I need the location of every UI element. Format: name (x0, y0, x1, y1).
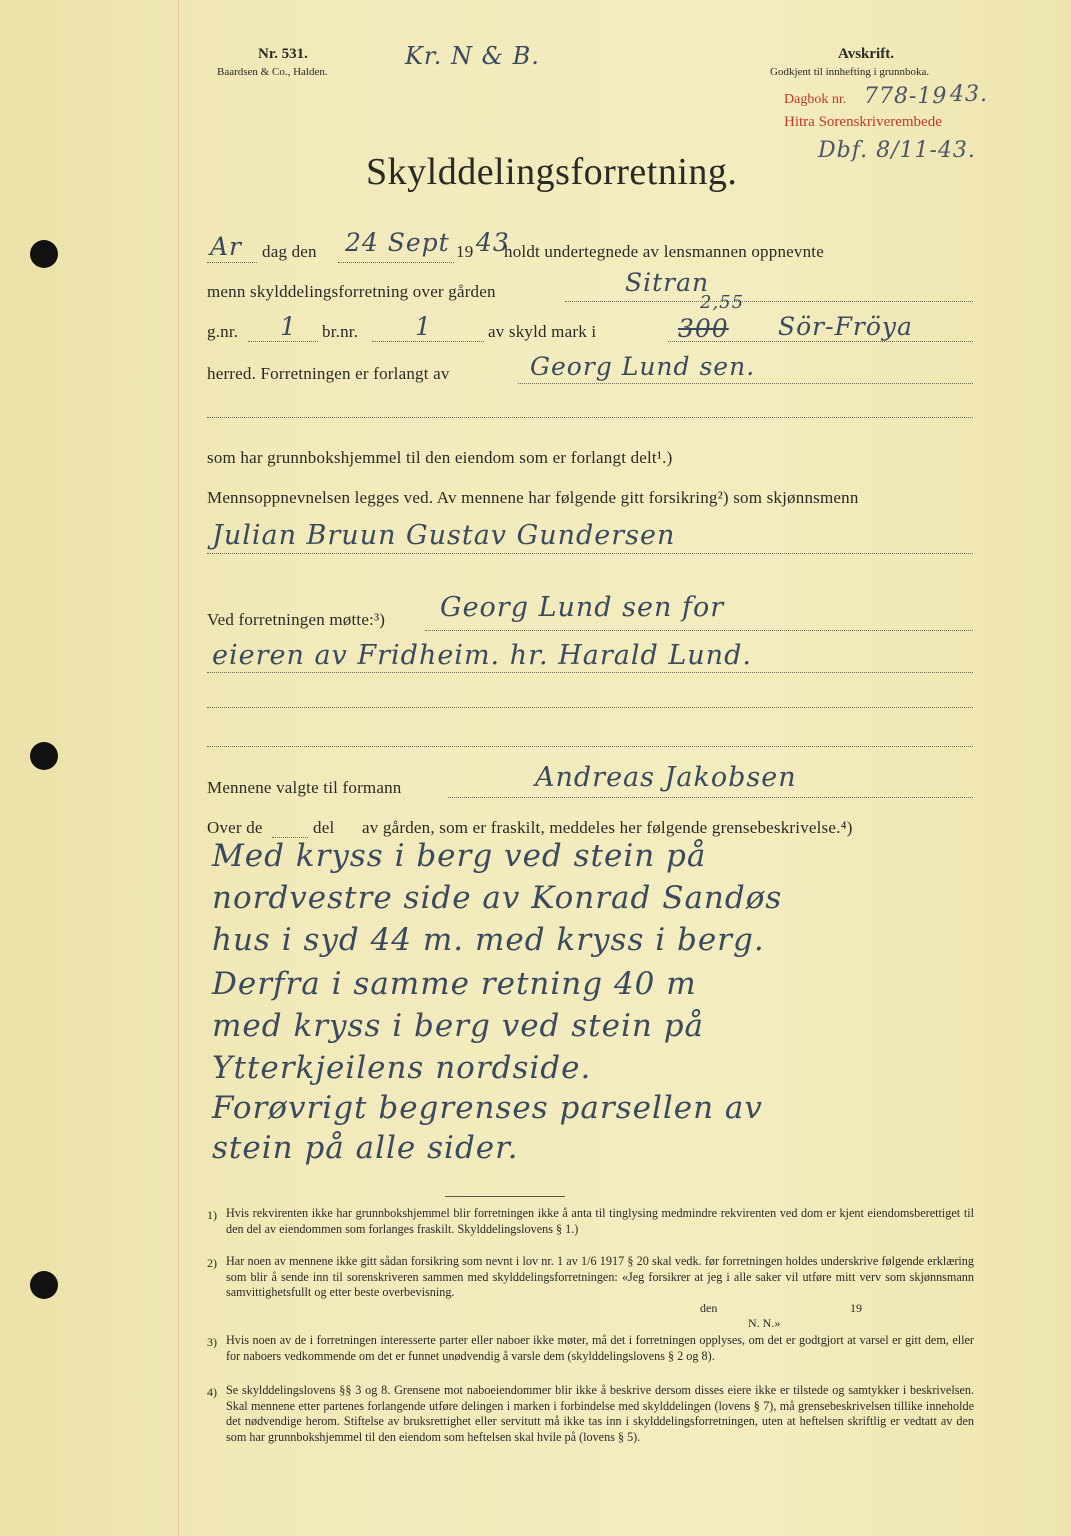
fill-line (448, 797, 973, 798)
description-line: med kryss i berg ved stein på (212, 1008, 705, 1044)
year-handwritten: 43 (476, 228, 510, 257)
farm-name: Sitran (625, 268, 710, 297)
gnr-value: 1 (280, 312, 297, 341)
punch-hole (30, 240, 58, 268)
appraisers-names: Julian Bruun Gustav Gundersen (212, 520, 676, 551)
footnote-text: Har noen av mennene ikke gitt sådan forsikring som nevnt i lov nr. 1 av 1/6 1917 § 20 skal vedk. før forretningen holdes underskrive følgende erklæring som blir å sende inn til sorenskriveren sammen med skylddelingsforretningen: «Jeg forsikrer at jeg i alle saker vil utføre mitt verv som skjønnsmann samvittighetsfullt og etter beste overbevisning. (226, 1254, 974, 1299)
punch-hole (30, 742, 58, 770)
herred-name: Sör-Fröya (778, 312, 913, 341)
fill-line (518, 383, 973, 384)
fill-line (338, 262, 454, 263)
over-de-label: Over de (207, 818, 263, 837)
description-line: Derfra i samme retning 40 m (212, 966, 697, 1002)
fill-line (248, 341, 318, 342)
footnote-number: 3) (207, 1335, 217, 1349)
office-stamp: Hitra Sorenskriverembede (784, 114, 942, 130)
line4-text: herred. Forretningen er forlangt av (207, 364, 450, 383)
footnote-year: 19 (850, 1301, 862, 1315)
footnote-text: Hvis noen av de i forretningen interesserte parter eller naboer ikke møter, må det i forretningen opplyses, om det er godtgjort at varsel er gitt dem, eller for naboers vedkommende om det er funnet unødvendig å varsle dem (skylddelingslovens § 2 og 8). (226, 1333, 974, 1363)
dbf-note: Dbf. 8/11-43. (818, 138, 976, 163)
fill-line (565, 301, 973, 302)
bnr-label: br.nr. (322, 322, 359, 341)
footnote-den: den (700, 1301, 718, 1315)
footnote-number: 1) (207, 1208, 217, 1222)
form-number: Nr. 531. (258, 46, 308, 62)
date-handwritten: 24 Sept (345, 228, 450, 257)
skyld-label: av skyld mark i (488, 322, 597, 341)
del-label: del (313, 818, 335, 837)
footnote-separator (445, 1196, 565, 1197)
footnote-signature: N. N.» (748, 1316, 781, 1330)
chairman-name: Andreas Jakobsen (535, 762, 797, 793)
fill-line (207, 262, 257, 263)
printer-name: Baardsen & Co., Halden. (217, 66, 328, 78)
line1-text: holdt undertegnede av lensmannen oppnevnte (504, 242, 824, 261)
fill-line (668, 341, 973, 342)
fill-line (207, 553, 973, 554)
description-line: nordvestre side av Konrad Sandøs (212, 880, 783, 916)
margin-note: Kr. N & B. (405, 42, 540, 70)
footnote-text: Se skylddelingslovens §§ 3 og 8. Grensene mot naboeiendommer blir ikke å beskrive dersom disses eiere ikke er tilstede og samtykker i beskrivelsen. Skal mennene etter partenes forlangende utføre delingen i marken i forbindelse med skylddelingen (lovens § 7), må grensebeskrivelsen tillike inneholde det nødvendige herom. Stiftelse av bruksrettighet eller servitutt må ikke tas inn i skylddelingsforretningen, uten at heftelsen skriftlig er vedtatt av den som har grunnbokshjemmel til den eiendom som heftelsen skal hvile på (lovens § 5). (226, 1383, 974, 1444)
document-title: Skylddelingsforretning. (366, 151, 738, 193)
fill-line (207, 746, 973, 747)
bnr-value: 1 (415, 312, 432, 341)
footnote-number: 4) (207, 1385, 217, 1399)
line10-text: av gården, som er fraskilt, meddeles her følgende grensebeskrivelse.⁴) (362, 818, 853, 837)
fill-line (425, 630, 973, 631)
description-line: hus i syd 44 m. med kryss i berg. (212, 922, 765, 958)
dagbok-number: 778-19 (864, 84, 948, 109)
description-line: Ytterkjeilens nordside. (212, 1050, 592, 1086)
chairman-label: Mennene valgte til formann (207, 778, 402, 797)
dag-den-label: dag den (262, 242, 317, 261)
footnote-number: 2) (207, 1256, 217, 1270)
attendees-label: Ved forretningen møtte:³) (207, 610, 386, 629)
fill-line (207, 707, 973, 708)
year-prefix: 19 (456, 242, 474, 261)
old-skyld-value: 300 (678, 314, 729, 343)
prefix-handwritten: Ar (210, 232, 243, 261)
margin-line (178, 0, 179, 1536)
description-line: Forøvrigt begrenses parsellen av (212, 1090, 763, 1126)
attendee-line-1: Georg Lund sen for (440, 592, 725, 623)
dagbok-label: Dagbok nr. (784, 92, 847, 107)
requester-name: Georg Lund sen. (530, 352, 756, 381)
attendee-line-2: eieren av Fridheim. hr. Harald Lund. (212, 640, 752, 671)
fill-line (372, 341, 484, 342)
copy-label: Avskrift. (838, 46, 894, 62)
description-line: Med kryss i berg ved stein på (212, 838, 707, 874)
line2-text: menn skylddelingsforretning over gården (207, 282, 496, 301)
approval-text: Godkjent til innhefting i grunnboka. (770, 66, 930, 78)
new-skyld-value: 2,55 (700, 292, 745, 313)
gnr-label: g.nr. (207, 322, 239, 341)
description-line: stein på alle sider. (212, 1130, 519, 1166)
line6-text: Mennsoppnevnelsen legges ved. Av mennene har følgende gitt forsikring²) som skjønnsmenn (207, 488, 859, 507)
punch-hole (30, 1271, 58, 1299)
fill-line (207, 672, 973, 673)
fill-line (207, 417, 973, 418)
dagbok-year: 43. (950, 82, 988, 107)
line5-text: som har grunnbokshjemmel til den eiendom som er forlangt delt¹.) (207, 448, 673, 467)
footnote-text: Hvis rekvirenten ikke har grunnbokshjemmel blir forretningen ikke å anta til tinglysing medmindre rekvirenten ved dom er kjent eiendomsberettiget til den del av eiendommen som forlanges fraskilt. Skylddelingslovens § 1.) (226, 1206, 974, 1236)
